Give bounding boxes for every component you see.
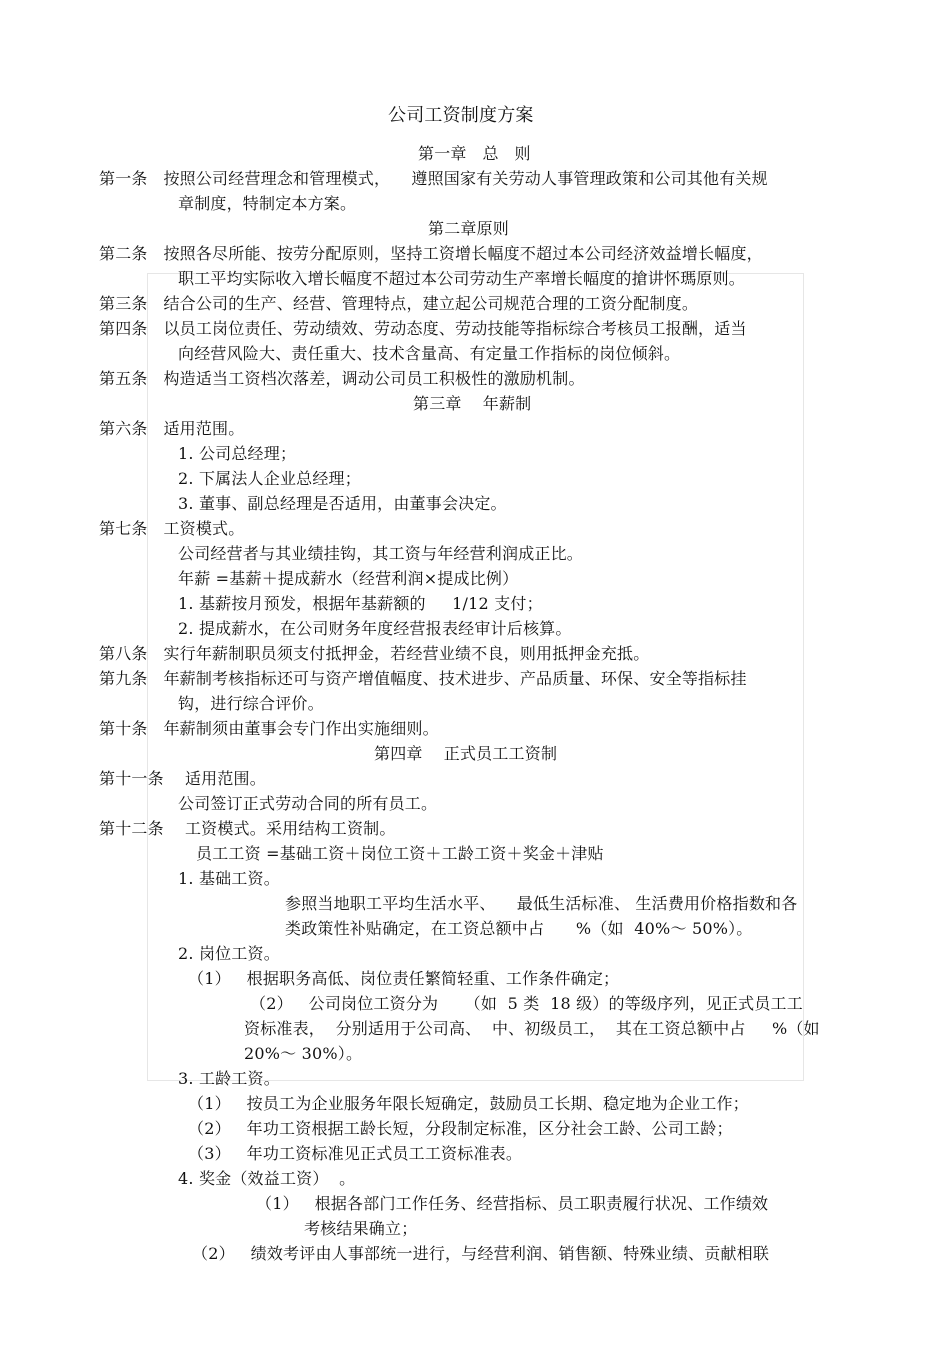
article-6-item-3: 3. 董事、副总经理是否适用，由董事会决定。 bbox=[178, 494, 507, 513]
article-1: 第一条 按照公司经营理念和管理模式， 遵照国家有关劳动人事管理政策和公司其他有关规 bbox=[99, 169, 768, 188]
base-salary-text-1: 参照当地职工平均生活水平、 最低生活标准、 生活费用价格指数和各 bbox=[285, 894, 798, 913]
article-7: 第七条 工资模式。 bbox=[99, 519, 245, 538]
base-salary-heading: 1. 基础工资。 bbox=[178, 869, 280, 888]
base-salary-text-2: 类政策性补贴确定，在工资总额中占 %（如 40%～ 50%）。 bbox=[285, 919, 753, 938]
article-6: 第六条 适用范围。 bbox=[99, 419, 245, 438]
position-salary-item-2-cont: 资标准表， 分别适用于公司高、 中、初级员工， 其在工资总额中占 %（如 bbox=[244, 1019, 820, 1038]
article-12-formula: 员工工资 =基础工资＋岗位工资＋工龄工资＋奖金＋津贴 bbox=[196, 844, 604, 863]
chapter-4-heading: 第四章 正式员工工资制 bbox=[374, 744, 558, 763]
article-1-cont: 章制度，特制定本方案。 bbox=[178, 194, 357, 213]
article-7-text: 公司经营者与其业绩挂钩，其工资与年经营利润成正比。 bbox=[178, 544, 584, 563]
article-2-cont: 职工平均实际收入增长幅度不超过本公司劳动生产率增长幅度的搶讲怀瑪原则。 bbox=[178, 269, 746, 288]
seniority-item-3: （3） 年功工资标准见正式员工工资标准表。 bbox=[188, 1144, 523, 1163]
chapter-2-heading: 第二章原则 bbox=[428, 219, 510, 238]
article-4: 第四条 以员工岗位责任、劳动绩效、劳动态度、劳动技能等指标综合考核员工报酬，适当 bbox=[99, 319, 747, 338]
article-9: 第九条 年薪制考核指标还可与资产增值幅度、技术进步、产品质量、环保、安全等指标挂 bbox=[99, 669, 747, 688]
position-salary-item-2-cont-2: 20%～ 30%）。 bbox=[244, 1044, 363, 1063]
seniority-salary-heading: 3. 工龄工资。 bbox=[178, 1069, 280, 1088]
article-2: 第二条 按照各尽所能、按劳分配原则，坚持工资增长幅度不超过本公司经济效益增长幅度， bbox=[99, 244, 763, 263]
article-10: 第十条 年薪制须由董事会专门作出实施细则。 bbox=[99, 719, 439, 738]
article-3: 第三条 结合公司的生产、经营、管理特点，建立起公司规范合理的工资分配制度。 bbox=[99, 294, 699, 313]
chapter-1-heading: 第一章 总 则 bbox=[418, 144, 531, 163]
position-salary-item-2: （2） 公司岗位工资分为 （如 5 类 18 级）的等级序列，见正式员工工 bbox=[250, 994, 803, 1013]
bonus-item-1: （1） 根据各部门工作任务、经营指标、员工职责履行状况、工作绩效 bbox=[256, 1194, 769, 1213]
article-8: 第八条 实行年薪制职员须支付抵押金，若经营业绩不良，则用抵押金充抵。 bbox=[99, 644, 650, 663]
article-5: 第五条 构造适当工资档次落差，调动公司员工积极性的激励机制。 bbox=[99, 369, 585, 388]
article-11: 第十一条 适用范围。 bbox=[99, 769, 266, 788]
position-salary-item-1: （1） 根据职务高低、岗位责任繁简轻重、工作条件确定； bbox=[188, 969, 620, 988]
article-6-item-1: 1. 公司总经理； bbox=[178, 444, 297, 463]
article-4-cont: 向经营风险大、责任重大、技术含量高、有定量工作指标的岗位倾斜。 bbox=[178, 344, 681, 363]
article-7-formula: 年薪 =基薪＋提成薪水（经营利润×提成比例） bbox=[178, 569, 519, 588]
article-9-cont: 钩，进行综合评价。 bbox=[178, 694, 324, 713]
position-salary-heading: 2. 岗位工资。 bbox=[178, 944, 280, 963]
bonus-heading: 4. 奖金（效益工资） 。 bbox=[178, 1169, 356, 1188]
article-7-item-1: 1. 基薪按月预发，根据年基薪额的 1/12 支付； bbox=[178, 594, 543, 613]
article-6-item-2: 2. 下属法人企业总经理； bbox=[178, 469, 361, 488]
article-12: 第十二条 工资模式。采用结构工资制。 bbox=[99, 819, 396, 838]
seniority-item-2: （2） 年功工资根据工龄长短，分段制定标准，区分社会工龄、公司工龄； bbox=[188, 1119, 733, 1138]
bonus-item-1-cont: 考核结果确立； bbox=[304, 1219, 418, 1238]
document-title: 公司工资制度方案 bbox=[388, 105, 534, 126]
bonus-item-2: （2） 绩效考评由人事部统一进行，与经营利润、销售额、特殊业绩、贡献相联 bbox=[192, 1244, 770, 1263]
article-11-text: 公司签订正式劳动合同的所有员工。 bbox=[178, 794, 438, 813]
chapter-3-heading: 第三章 年薪制 bbox=[413, 394, 532, 413]
article-7-item-2: 2. 提成薪水，在公司财务年度经营报表经审计后核算。 bbox=[178, 619, 572, 638]
seniority-item-1: （1） 按员工为企业服务年限长短确定，鼓励员工长期、稳定地为企业工作； bbox=[188, 1094, 749, 1113]
